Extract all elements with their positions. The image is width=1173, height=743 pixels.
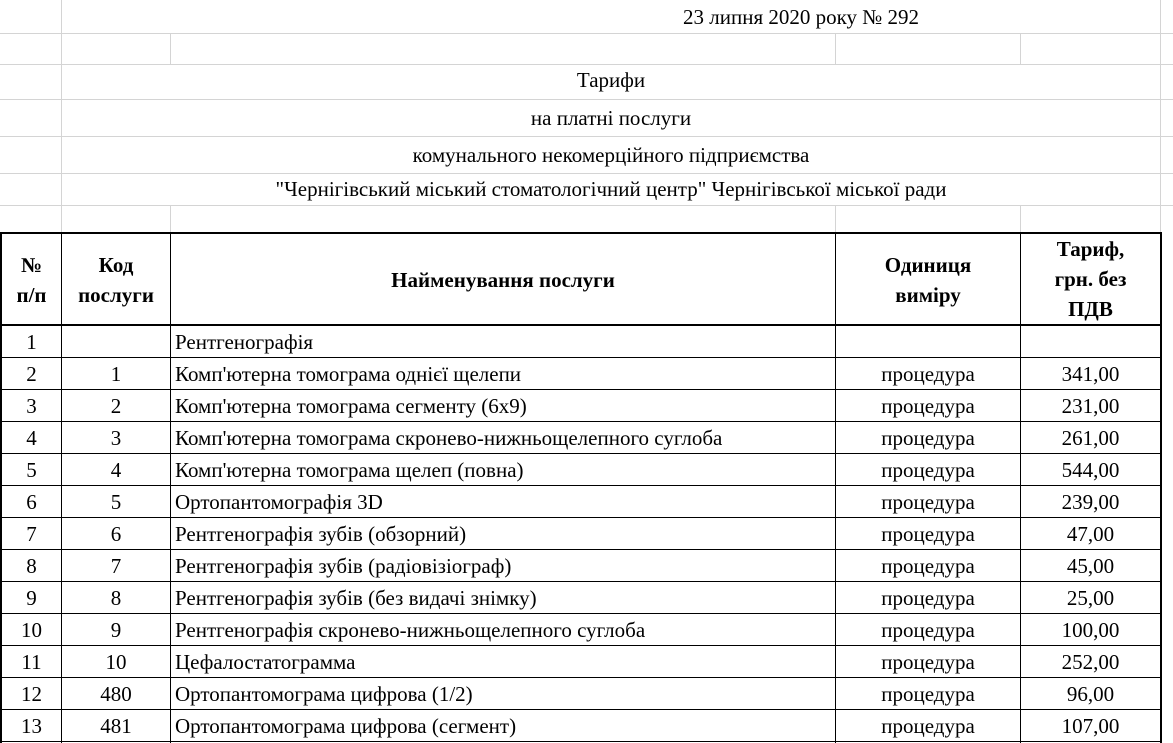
title-line-3: комунального некомерційного підприємства	[412, 143, 810, 167]
row-number: 5	[26, 458, 37, 482]
title-line-1: Тарифи	[576, 68, 646, 92]
row-unit: процедура	[881, 714, 975, 738]
row-unit: процедура	[881, 490, 975, 514]
row-number: 2	[26, 362, 37, 386]
row-number: 12	[21, 682, 42, 706]
row-tariff: 252,00	[1061, 650, 1120, 674]
row-code: 1	[110, 362, 122, 386]
row-code: 7	[110, 554, 122, 578]
header-unit: Одиниця виміру	[884, 253, 972, 307]
row-service-name: Цефалостатограмма	[175, 650, 356, 674]
row-unit: процедура	[881, 394, 975, 418]
row-unit: процедура	[881, 650, 975, 674]
row-tariff: 96,00	[1066, 682, 1115, 706]
row-number: 13	[21, 714, 42, 738]
row-tariff: 100,00	[1061, 618, 1120, 642]
row-code	[62, 326, 170, 358]
row-tariff: 25,00	[1066, 586, 1115, 610]
row-service-name: Рентгенографія зубів (без видачі знімку)	[175, 586, 537, 610]
row-service-name: Ортопантомографія 3D	[175, 490, 383, 514]
row-service-name: Рентгенографія зубів (радіовізіограф)	[175, 554, 512, 578]
row-tariff: 45,00	[1066, 554, 1115, 578]
row-unit	[836, 326, 1020, 358]
row-number: 6	[26, 490, 37, 514]
row-tariff: 239,00	[1061, 490, 1120, 514]
row-code: 2	[110, 394, 122, 418]
row-unit: процедура	[881, 458, 975, 482]
row-service-name: Комп'ютерна томограма однієї щелепи	[175, 362, 522, 386]
row-unit: процедура	[881, 618, 975, 642]
header-service-name: Найменування послуги	[391, 268, 615, 292]
row-tariff: 341,00	[1061, 362, 1120, 386]
row-number: 3	[26, 394, 37, 418]
row-code: 8	[110, 586, 122, 610]
row-number: 9	[26, 586, 37, 610]
row-number: 8	[26, 554, 37, 578]
row-code: 9	[110, 618, 122, 642]
row-tariff: 261,00	[1061, 426, 1120, 450]
row-number: 10	[21, 618, 42, 642]
row-tariff: 107,00	[1061, 714, 1120, 738]
row-service-name: Рентгенографія зубів (обзорний)	[175, 522, 467, 546]
row-code: 3	[110, 426, 122, 450]
row-code: 10	[105, 650, 127, 674]
row-tariff: 231,00	[1061, 394, 1120, 418]
title-line-4: "Чернігівський міський стоматологічний центр" Чернігівської міської ради	[275, 177, 947, 201]
row-tariff	[1021, 326, 1160, 358]
row-tariff: 544,00	[1061, 458, 1120, 482]
header-tariff: Тариф, грн. без ПДВ	[1054, 237, 1127, 321]
row-unit: процедура	[881, 362, 975, 386]
row-service-name: Комп'ютерна томограма скронево-нижньощелепного суглоба	[175, 426, 723, 450]
header-service-code: Код послуги	[78, 253, 154, 307]
row-code: 4	[110, 458, 122, 482]
row-tariff: 47,00	[1066, 522, 1115, 546]
row-service-name: Комп'ютерна томограма сегменту (6х9)	[175, 394, 527, 418]
row-number: 7	[26, 522, 37, 546]
row-number: 1	[26, 330, 37, 354]
row-unit: процедура	[881, 586, 975, 610]
title-line-2: на платні послуги	[530, 106, 692, 130]
row-number: 11	[21, 650, 42, 674]
row-service-name: Ортопантомограма цифрова (сегмент)	[175, 714, 517, 738]
row-unit: процедура	[881, 426, 975, 450]
row-service-name: Рентгенографія скронево-нижньощелепного суглоба	[175, 618, 646, 642]
row-unit: процедура	[881, 682, 975, 706]
row-code: 481	[100, 714, 132, 738]
row-unit: процедура	[881, 522, 975, 546]
document-date-number: 23 липня 2020 року № 292	[683, 5, 920, 29]
row-code: 6	[110, 522, 122, 546]
row-unit: процедура	[881, 554, 975, 578]
header-number: № п/п	[16, 253, 47, 307]
row-service-name: Рентгенографія	[175, 330, 314, 354]
row-service-name: Ортопантомограма цифрова (1/2)	[175, 682, 473, 706]
row-code: 5	[110, 490, 122, 514]
row-number: 4	[26, 426, 37, 450]
row-code: 480	[100, 682, 132, 706]
row-service-name: Комп'ютерна томограма щелеп (повна)	[175, 458, 524, 482]
